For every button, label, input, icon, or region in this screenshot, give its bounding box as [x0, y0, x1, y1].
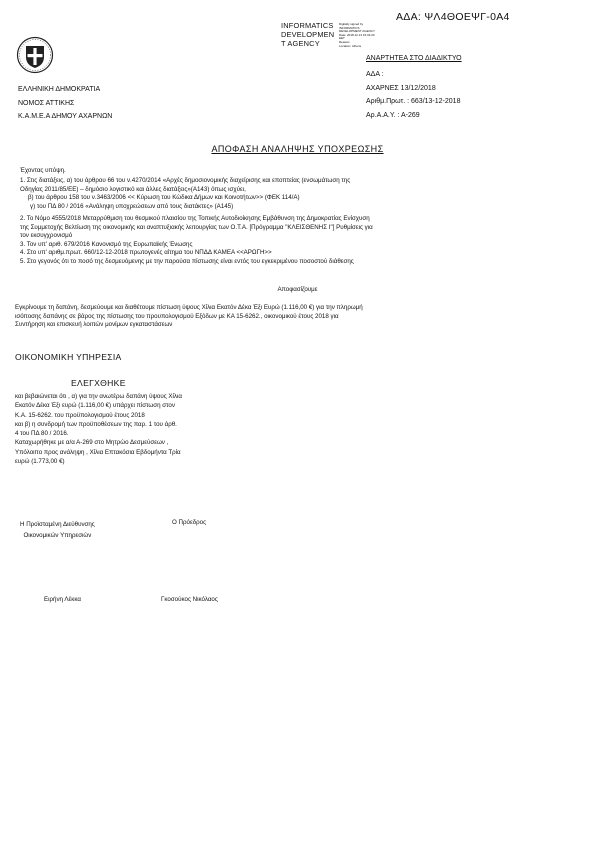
verification-line: 4 του ΠΔ 80 / 2016.	[15, 430, 69, 438]
verification-line: και β) η συνδρομή των προϋποθέσεων της παρ. 1 του άρθ.	[15, 420, 177, 428]
list-item: 2. Το Νόμο 4555/2018 Μεταρρύθμιση του θεσμικού πλαισίου της Τοπικής Αυτοδιοίκησης Εμβάθυνση της Δημοκρατίας Ενίσχυση	[20, 215, 370, 222]
list-item: Οδηγίας 2011/85/ΕΕ) – δημόσιο λογιστικό και άλλες διατάξεις»(Α143) όπως ισχύει,	[20, 185, 246, 193]
decision-line: Συντήρηση και επισκευή λοιπών μονίμων εγκαταστάσεων	[15, 321, 173, 328]
greek-coat-of-arms-icon	[15, 35, 55, 75]
meta-line: Αρ.Α.Α.Υ. : Α-269	[366, 111, 420, 119]
signer-line: INFORMATICS	[281, 21, 334, 30]
signature-detail: INFORMATICS	[339, 25, 360, 30]
signature-details	[339, 23, 375, 48]
signer-line: DEVELOPMEN	[281, 29, 335, 39]
list-item: β) του άρθρου 158 του ν.3463/2006 << Κύρωση του Κώδικα Δήμων και Κοινοτήτων>> (ΦΕΚ 114/Α)	[28, 194, 300, 201]
decision-line: Εγκρίνουμε τη δαπάνη, δεσμεύουμε και διαθέτουμε πίστωση ύψους Χίλια Εκατόν Δέκα Έξι Ευρώ (1.116,00 €) για την πληρωμή	[15, 304, 363, 311]
verification-line: ευρώ (1.773,00 €)	[15, 458, 65, 466]
verification-paragraph	[15, 392, 182, 466]
decision-paragraph	[15, 304, 363, 330]
meta-line: Αριθμ.Πρωτ. : 663/13-12-2018	[366, 98, 461, 105]
meta-line: ΑΧΑΡΝΕΣ 13/12/2018	[366, 84, 436, 92]
decide-heading: Αποφασίζουμε	[277, 286, 318, 293]
signature-detail: EET	[339, 36, 345, 41]
verification-line: Κ.Α. 15-6262. του προϋπολογισμού έτους 2018	[15, 411, 145, 419]
ada-code: ΑΔΑ: ΨΛ4ΘΟΕΨΓ-0Α4	[396, 11, 510, 23]
financial-service-heading: ΟΙΚΟΝΟΜΙΚΗ ΥΠΗΡΕΣΙΑ	[15, 352, 122, 362]
document-title: ΑΠΟΦΑΣΗ ΑΝΑΛΗΨΗΣ ΥΠΟΧΡΕΩΣΗΣ	[211, 144, 384, 154]
list-item: 4. Στο υπ' αριθμ.πρωτ. 660/12-12-2018 πρωτογενές αίτημα του ΝΠΔΔ ΚΑΜΕΑ <<ΑΡΩΓΗ>>	[20, 249, 272, 256]
signature-detail: Location: Athens	[339, 43, 362, 48]
signature-detail: Digitally signed by	[339, 22, 364, 26]
right-signatory-name: Γκοσούκος Νικόλαος	[161, 596, 218, 603]
issuer-line: ΝΟΜΟΣ ΑΤΤΙΚΗΣ	[18, 99, 75, 107]
role-line: Οικονομικών Υπηρεσιών	[23, 532, 92, 539]
list-item: γ) του ΠΔ 80 / 2016 «Ανάληψη υποχρεώσεων από τους διατάκτες» (Α145)	[30, 202, 234, 210]
decision-line: ισόποσης δαπάνης σε βάρος της πίστωσης του προυπολογισμού Εξόδων με ΚΑ 15-6262., οικονομικού έτους 2018 για	[15, 312, 339, 320]
verification-line: Καταχωρήθηκε με α/α Α-269 στο Μητρώο Δεσμεύσεων ,	[15, 439, 169, 447]
signature-detail: Date: 2018.12.13 15:34:20	[339, 32, 375, 37]
meta-line: ΑΔΑ :	[366, 71, 384, 78]
posted-online-text: ΑΝΑΡΤΗΤΕΑ ΣΤΟ ΔΙΑΔΙΚΤΥΟ	[366, 55, 462, 62]
list-item: 5. Στο γεγονός ότι το ποσό της δεσμευόμενης με την παρούσα πίστωσης είναι εντός του εγκεκριμένου ποσοστού διάθεσης	[20, 257, 354, 265]
list-item: 3. Τον υπ' αριθ. 679/2016 Κανονισμό της Ευρωπαϊκής Ένωσης	[20, 240, 193, 248]
verification-line: Εκατόν Δέκα Έξι ευρώ (1.116,00 €) υπάρχει πίστωση στον	[15, 402, 175, 410]
issuer-line: Κ.Α.Μ.Ε.Α ΔΗΜΟΥ ΑΧΑΡΝΩΝ	[18, 113, 113, 120]
signer-name	[281, 22, 334, 48]
role-line: Η Προϊσταμένη Διεύθυνσης	[20, 521, 95, 528]
considerations-list	[20, 177, 373, 266]
posted-online-label	[366, 54, 462, 63]
verification-line: Υπόλοιπο προς ανάληψη , Χίλια Επτακόσια Εβδομήντα Τρία	[15, 448, 181, 456]
signature-detail: DEVELOPMENT AGENCY	[339, 29, 375, 34]
list-item: 1. Στις διατάξεις, α) του άρθρου 66 του ν.4270/2014 «Αρχές δημοσιονομικής διαχείρισης και εποπτείας (ενσωμάτωση της	[20, 177, 351, 184]
right-signatory-role: Ο Πρόεδρος	[172, 519, 207, 526]
having-in-view: Έχοντας υπόψη.	[20, 167, 66, 174]
left-signatory-role	[20, 519, 95, 541]
checked-heading: ΕΛΕΓΧΘΗΚΕ	[71, 378, 126, 388]
signature-detail: Reason:	[339, 39, 351, 44]
left-signatory-name: Ειρήνη Λέκκα	[44, 596, 81, 603]
signer-line: T AGENCY	[281, 38, 320, 48]
issuer-line: ΕΛΛΗΝΙΚΗ ΔΗΜΟΚΡΑΤΙΑ	[18, 86, 101, 93]
document-meta	[366, 68, 460, 122]
list-item: τον εκσυγχρονισμό	[20, 232, 73, 239]
issuer-block	[18, 83, 112, 124]
list-item: της Συμμετοχής Βελτίωση της οικονομικής και αναπτυξιακής λειτουργίας των Ο.Τ.Α. [Πρόγραμμα "ΚΛΕΙΣΘΕΝΗΣ Ι"] Ρυθμίσεις για	[20, 223, 373, 231]
verification-line: και βεβαιώνεται ότι , α) για την ανωτέρω δαπάνη ύψους Χίλια	[15, 393, 182, 400]
